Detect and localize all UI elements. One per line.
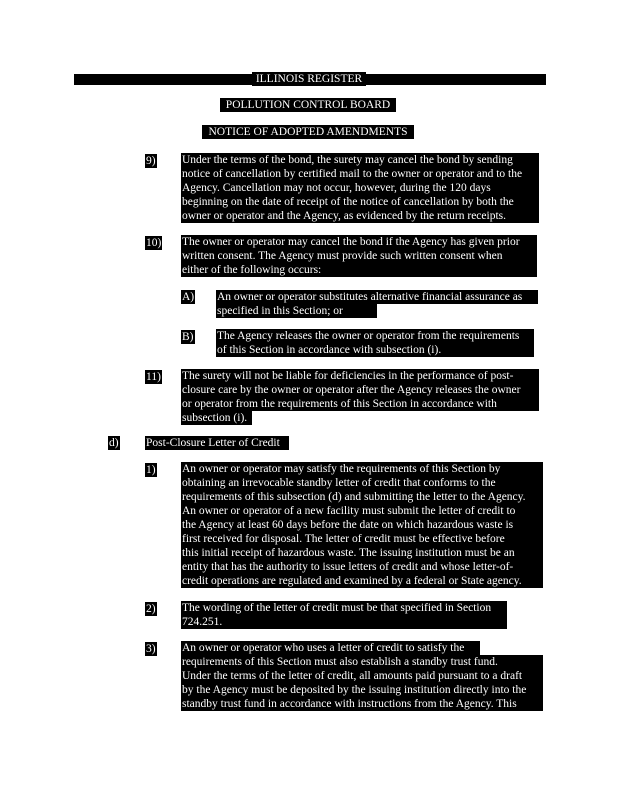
text-line: this initial receipt of hazardous waste. The issuing institution must be an — [181, 546, 543, 560]
text-line: by the Agency must be deposited by the issuing institution directly into the — [181, 683, 543, 697]
section-heading-text: Post-Closure Letter of Credit — [145, 436, 289, 450]
text-line: requirements of this subsection (d) and submitting the letter to the Agency. — [181, 490, 543, 504]
text-line: Under the terms of the bond, the surety may cancel the bond by sending — [181, 153, 539, 167]
section-heading — [145, 436, 289, 450]
text-line: An owner or operator who uses a letter of credit to satisfy the — [181, 641, 480, 655]
item-label: 1) — [146, 464, 156, 476]
text-line: obtaining an irrevocable standby letter of credit that conforms to the — [181, 476, 543, 490]
paragraph-10 — [181, 235, 537, 277]
item-label: 10) — [146, 237, 162, 249]
text-line: The Agency releases the owner or operator from the requirements — [216, 329, 534, 343]
text-line: requirements of this Section must also establish a standby trust fund. — [181, 655, 543, 669]
text-line: or operator from the requirements of this Section in accordance with — [181, 397, 539, 411]
text-line: first received for disposal. The letter of credit must be effective before — [181, 532, 543, 546]
item-label: 3) — [146, 643, 156, 655]
paragraph-1 — [181, 462, 543, 588]
text-line: The surety will not be liable for deficiencies in the performance of post- — [181, 369, 539, 383]
text-line: An owner or operator of a new facility must submit the letter of credit to — [181, 504, 543, 518]
notice-title: NOTICE OF ADOPTED AMENDMENTS — [202, 125, 414, 139]
paragraph-a — [216, 290, 538, 318]
section-label: d) — [109, 437, 119, 449]
item-label: A) — [182, 291, 195, 303]
paragraph-2 — [181, 601, 507, 629]
board-title: POLLUTION CONTROL BOARD — [220, 98, 396, 112]
text-line: Under the terms of the letter of credit, all amounts paid pursuant to a draft — [181, 669, 543, 683]
text-line: entity that has the authority to issue letters of credit and whose letter-of- — [181, 560, 543, 574]
item-label: B) — [182, 331, 194, 343]
text-line: beginning on the date of receipt of the notice of cancellation by both the — [181, 195, 539, 209]
text-line: of this Section in accordance with subsection (i). — [216, 343, 534, 357]
text-line: The wording of the letter of credit must be that specified in Section — [181, 601, 507, 615]
paragraph-b — [216, 329, 534, 357]
item-label: 2) — [146, 603, 156, 615]
text-line: notice of cancellation by certified mail to the owner or operator and to the — [181, 167, 539, 181]
register-title: ILLINOIS REGISTER — [252, 72, 366, 86]
text-line: An owner or operator substitutes alternative financial assurance as — [216, 290, 538, 304]
paragraph-9 — [181, 153, 539, 223]
text-line: An owner or operator may satisfy the requirements of this Section by — [181, 462, 543, 476]
text-line: the Agency at least 60 days before the date on which hazardous waste is — [181, 518, 543, 532]
text-line: either of the following occurs: — [181, 263, 537, 277]
paragraph-11 — [181, 369, 539, 425]
text-line: Agency. Cancellation may not occur, however, during the 120 days — [181, 181, 539, 195]
text-line: The owner or operator may cancel the bond if the Agency has given prior — [181, 235, 537, 249]
text-line: specified in this Section; or — [216, 304, 377, 318]
paragraph-3 — [181, 641, 543, 711]
item-label: 9) — [146, 155, 156, 167]
text-line: 724.251. — [181, 615, 507, 629]
text-line: owner or operator and the Agency, as evidenced by the return receipts. — [181, 209, 539, 223]
text-line: closure care by the owner or operator after the Agency releases the owner — [181, 383, 539, 397]
text-line: written consent. The Agency must provide such written consent when — [181, 249, 537, 263]
text-line: standby trust fund in accordance with instructions from the Agency. This — [181, 697, 543, 711]
text-line: subsection (i). — [181, 411, 252, 425]
item-label: 11) — [146, 371, 161, 383]
text-line: credit operations are regulated and examined by a federal or State agency. — [181, 574, 543, 588]
